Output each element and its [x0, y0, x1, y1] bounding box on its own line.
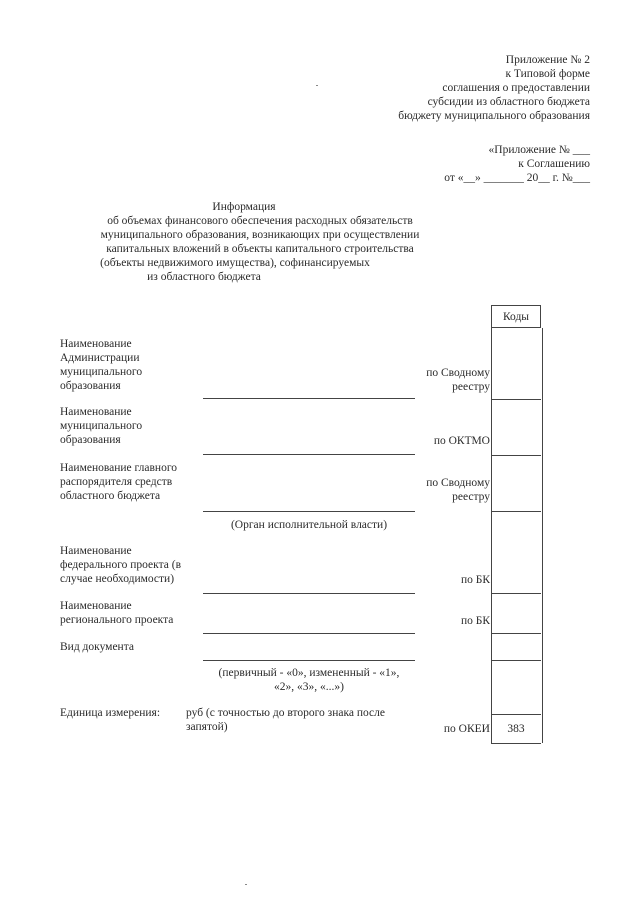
- title-line-1: Информация: [212, 201, 276, 213]
- codes-header: Коды: [502, 311, 530, 323]
- document-title: [60, 200, 460, 284]
- header-line-1: Приложение № 2: [505, 54, 590, 66]
- code-cell-divider: [491, 399, 541, 400]
- header-line-4: субсидии из областного бюджета: [427, 96, 590, 108]
- label-line: случае необходимости): [60, 573, 175, 585]
- header-line-3: соглашения о предоставлении: [442, 82, 590, 94]
- code-label-line: по БК: [460, 574, 490, 586]
- label-line: Вид документа: [60, 641, 134, 653]
- code-cell-divider: [491, 743, 541, 744]
- label-line: Наименование: [60, 406, 132, 418]
- code-label-line: по БК: [460, 615, 490, 627]
- label-line: распорядителя средств: [60, 476, 173, 488]
- scan-speck: [245, 884, 247, 885]
- title-line-4: капитальных вложений в объекты капитального строительства: [106, 243, 414, 255]
- note-line: «2», «3», «...»): [274, 681, 344, 693]
- label-line: Наименование главного: [60, 462, 178, 474]
- row-label-main-manager: [60, 461, 210, 503]
- code-cell-divider: [491, 455, 541, 456]
- scan-speck: [316, 85, 318, 86]
- label-line: регионального проекта: [60, 614, 174, 626]
- label-line: образования: [60, 434, 121, 446]
- unit-value-line: запятой): [186, 721, 228, 733]
- unit-label: Единица измерения:: [60, 707, 161, 719]
- fill-line-main-manager[interactable]: [203, 497, 415, 512]
- code-value-okei: 383: [507, 723, 525, 735]
- code-cell-divider: [491, 633, 541, 634]
- row-label-regional-project: [60, 599, 210, 627]
- title-line-5: (объекты недвижимого имущества), софинансируемых: [100, 257, 370, 269]
- code-cell-divider: [491, 593, 541, 594]
- header-line-5: бюджету муниципального образования: [398, 110, 590, 122]
- label-line: образования: [60, 380, 121, 392]
- label-line: федерального проекта (в: [60, 559, 181, 571]
- codes-header-cell: [491, 305, 541, 328]
- title-line-3: муниципального образования, возникающих при осуществлении: [100, 229, 420, 241]
- code-label-line: реестру: [452, 491, 490, 503]
- code-label-svodny-1: [400, 366, 490, 394]
- code-label-line: реестру: [452, 381, 490, 393]
- code-label-line: по ОКТМО: [433, 435, 490, 447]
- label-line: областного бюджета: [60, 490, 161, 502]
- code-label-bk-2: [400, 614, 490, 628]
- code-label-bk-1: [400, 573, 490, 587]
- code-label-line: по Сводному: [426, 367, 490, 379]
- label-line: муниципального: [60, 366, 143, 378]
- label-line: муниципального: [60, 420, 143, 432]
- note-document-type: [203, 666, 415, 694]
- appendix-line-2: к Соглашению: [518, 158, 590, 170]
- title-line-2: об объемах финансового обеспечения расходных обязательств: [107, 215, 413, 227]
- label-line: Наименование: [60, 600, 132, 612]
- code-label-okei: по ОКЕИ: [443, 723, 490, 735]
- fill-line-administration[interactable]: [203, 384, 415, 399]
- row-label-administration: [60, 337, 210, 393]
- label-line: Администрации: [60, 352, 140, 364]
- title-line-6: из областного бюджета: [147, 271, 261, 283]
- label-line: Наименование: [60, 545, 132, 557]
- unit-value: [186, 706, 426, 734]
- fill-line-document-type[interactable]: [203, 646, 415, 661]
- code-cell-divider: [491, 660, 541, 661]
- fill-line-regional-project[interactable]: [203, 619, 415, 634]
- appendix-block: [330, 143, 590, 185]
- codes-column: [491, 328, 543, 743]
- code-cell-divider: [491, 511, 541, 512]
- code-label-svodny-2: [400, 476, 490, 504]
- header-line-2: к Типовой форме: [505, 68, 590, 80]
- row-label-document-type: [60, 640, 210, 654]
- appendix-line-1: «Приложение № ___: [488, 144, 590, 156]
- note-organ: (Орган исполнительной власти): [230, 519, 388, 531]
- row-label-municipality: [60, 405, 210, 447]
- label-line: Наименование: [60, 338, 132, 350]
- row-label-federal-project: [60, 544, 210, 586]
- fill-line-federal-project[interactable]: [203, 579, 415, 594]
- code-cell-divider: [491, 714, 541, 715]
- unit-value-line: руб (с точностью до второго знака после: [186, 707, 386, 719]
- note-line: (первичный - «0», измененный - «1»,: [218, 667, 400, 679]
- code-label-line: по Сводному: [426, 477, 490, 489]
- header-block: [330, 53, 590, 123]
- appendix-line-3: от «__» _______ 20__ г. №___: [444, 172, 590, 184]
- fill-line-municipality[interactable]: [203, 440, 415, 455]
- code-label-oktmo: [400, 434, 490, 448]
